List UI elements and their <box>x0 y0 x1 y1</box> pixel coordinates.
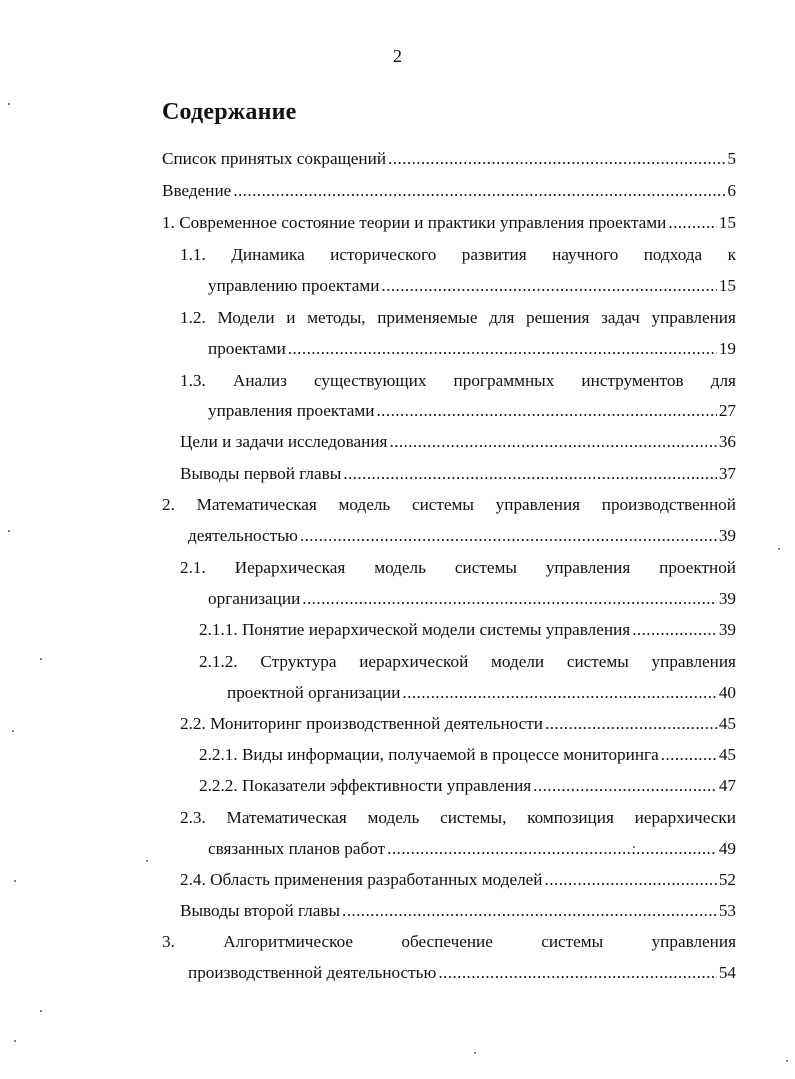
toc-entry-text: 2.1.1. Понятие иерархической модели системы управления <box>199 620 631 639</box>
toc-leader <box>661 743 717 767</box>
toc-entry-word: развития <box>461 245 527 264</box>
toc-entry-page: 45 <box>718 745 736 764</box>
toc-entry-word: для <box>489 308 515 327</box>
toc-entry-page: 39 <box>718 589 736 608</box>
toc-entry-page: 45 <box>718 714 736 733</box>
toc-entry-number: 2.1.2. <box>199 652 238 671</box>
toc-entry-text: Цели и задачи исследования <box>180 432 388 451</box>
toc-entry-continuation[interactable] <box>208 399 736 423</box>
toc-entry-continuation[interactable] <box>188 524 736 548</box>
toc-entry-text: управления проектами <box>208 401 375 420</box>
toc-entry-word: программных <box>453 371 555 390</box>
toc-entry-continuation[interactable] <box>188 961 736 985</box>
toc-entry-word: Динамика <box>231 245 305 264</box>
toc-entry-number: 1.1. <box>180 245 206 264</box>
toc-entry-number: 3. <box>162 932 175 951</box>
toc-entry[interactable] <box>180 243 736 267</box>
toc-entry-text: Список принятых сокращений <box>162 149 387 168</box>
toc-entry-continuation[interactable] <box>208 837 736 861</box>
toc-entry-page: 6 <box>727 181 736 200</box>
toc-entry-word: композиция <box>527 808 614 827</box>
toc-entry[interactable] <box>180 868 736 892</box>
toc-entry-continuation[interactable] <box>227 681 736 705</box>
toc-entry[interactable] <box>199 650 736 674</box>
toc-leader <box>381 274 716 298</box>
toc-entry-number: 1.3. <box>180 371 206 390</box>
toc-entry-page: 40 <box>718 683 736 702</box>
toc-leader <box>302 587 717 611</box>
toc-entry-continuation[interactable] <box>208 337 736 361</box>
toc-entry-text: Выводы первой главы <box>180 464 342 483</box>
toc-entry-word: управления <box>651 932 736 951</box>
toc-leader <box>343 462 717 486</box>
toc-leader <box>376 399 716 423</box>
toc-entry-text: Выводы второй главы <box>180 901 340 920</box>
toc-entry-page: 36 <box>718 432 736 451</box>
toc-entry-page: 15 <box>718 276 736 295</box>
toc-entry[interactable] <box>180 369 736 393</box>
toc-entry-text: управлению проектами <box>208 276 380 295</box>
toc-entry-word: Математическая <box>196 495 317 514</box>
toc-entry-page: 19 <box>718 339 736 358</box>
toc-entry-word: для <box>710 371 736 390</box>
toc-entry-page: 47 <box>718 776 736 795</box>
toc-entry-text: 2.4. Область применения разработанных моделей <box>180 870 543 889</box>
toc-leader <box>402 681 716 705</box>
toc-entry-word: Математическая <box>226 808 347 827</box>
toc-entry-word: и <box>286 308 296 327</box>
toc-entry-text: связанных планов работ <box>208 839 386 858</box>
toc-entry-continuation[interactable] <box>208 587 736 611</box>
toc-entry-word: инструментов <box>581 371 684 390</box>
toc-entry[interactable] <box>180 806 736 830</box>
toc-entry[interactable] <box>180 462 736 486</box>
toc-entry-word: системы <box>411 495 474 514</box>
toc-entry-word: исторического <box>330 245 437 264</box>
toc-entry-word: управления <box>495 495 581 514</box>
toc-entry-word: модель <box>374 558 426 577</box>
toc-entry-page: 39 <box>718 526 736 545</box>
toc-entry[interactable] <box>162 179 736 203</box>
toc-entry[interactable] <box>180 306 736 330</box>
toc-entry-word: управления <box>651 652 736 671</box>
toc-entry-text: 1. Современное состояние теории и практики управления проектами <box>162 213 667 232</box>
toc-entry-text: проектами <box>208 339 286 358</box>
toc-entry-text: организации <box>208 589 301 608</box>
toc-entry-page: 5 <box>727 149 736 168</box>
toc-leader <box>389 430 716 454</box>
toc-entry[interactable] <box>162 930 736 954</box>
toc-entry[interactable] <box>199 743 736 767</box>
toc-entry-number: 2.3. <box>180 808 206 827</box>
toc-leader <box>545 868 717 892</box>
toc-entry-word: модель <box>338 495 391 514</box>
toc-entry[interactable] <box>199 774 736 798</box>
toc-entry-word: методы, <box>307 308 366 327</box>
toc-entry-page: 39 <box>718 620 736 639</box>
toc-leader <box>668 211 716 235</box>
toc-leader <box>342 899 717 923</box>
toc-entry-word: Иерархическая <box>234 558 346 577</box>
toc-leader <box>233 179 725 203</box>
toc-entry-word: производственной <box>601 495 736 514</box>
toc-entry-word: к <box>727 245 736 264</box>
toc-entry-word: задач <box>601 308 640 327</box>
toc-entry-word: системы <box>454 558 517 577</box>
toc-entry-word: Модели <box>217 308 275 327</box>
toc-entry-text: производственной деятельностью <box>188 963 437 982</box>
toc-entry-text: деятельностью <box>188 526 298 545</box>
toc-entry-continuation[interactable] <box>208 274 736 298</box>
toc-entry-word: проектной <box>659 558 736 577</box>
toc-leader <box>533 774 717 798</box>
toc-entry-number: 2. <box>162 495 175 514</box>
toc-entry-page: 54 <box>718 963 736 982</box>
toc-leader <box>388 147 725 171</box>
toc-leader <box>387 837 717 861</box>
toc-entry-word: подхода <box>643 245 703 264</box>
toc-entry-word: системы <box>541 932 604 951</box>
toc-entry-text: 2.2. Мониторинг производственной деятельности <box>180 714 544 733</box>
toc-entry[interactable] <box>162 211 736 235</box>
toc-entry-text: 2.2.1. Виды информации, получаемой в процессе мониторинга <box>199 745 659 764</box>
toc-entry-word: системы, <box>440 808 507 827</box>
toc-entry-word: обеспечение <box>401 932 493 951</box>
toc-entry-word: управления <box>545 558 631 577</box>
toc-entry[interactable] <box>162 493 736 517</box>
toc-entry-word: Структура <box>260 652 337 671</box>
toc-leader <box>288 337 717 361</box>
toc-entry[interactable] <box>199 618 736 642</box>
toc-entry[interactable] <box>180 556 736 580</box>
toc-entry-word: применяемые <box>377 308 478 327</box>
toc-leader <box>438 961 716 985</box>
toc-entry-word: иерархической <box>359 652 469 671</box>
toc-entry-word: модели <box>490 652 545 671</box>
page-title: Содержание <box>162 99 297 125</box>
toc-entry-word: модель <box>367 808 420 827</box>
toc-entry-number: 1.2. <box>180 308 206 327</box>
toc-entry-number: 2.1. <box>180 558 206 577</box>
toc-leader <box>632 618 717 642</box>
toc-entry-page: 15 <box>718 213 736 232</box>
toc-entry-word: управления <box>651 308 736 327</box>
toc-entry-word: Анализ <box>232 371 287 390</box>
toc-entry-word: решения <box>526 308 590 327</box>
toc-entry-page: 27 <box>718 401 736 420</box>
page-number: 2 <box>393 46 402 66</box>
toc-entry-text: проектной организации <box>227 683 401 702</box>
toc-entry[interactable] <box>180 712 736 736</box>
toc-entry[interactable] <box>180 430 736 454</box>
toc-leader <box>300 524 717 548</box>
toc-entry-word: системы <box>566 652 629 671</box>
toc-entry-word: существующих <box>314 371 427 390</box>
toc-entry-word: Алгоритмическое <box>223 932 354 951</box>
toc-entry-word: научного <box>552 245 619 264</box>
toc-entry-page: 52 <box>718 870 736 889</box>
toc-entry-page: 49 <box>718 839 736 858</box>
toc-entry-word: иерархически <box>634 808 736 827</box>
toc-leader <box>545 712 717 736</box>
toc-entry-page: 37 <box>718 464 736 483</box>
toc-entry-page: 53 <box>718 901 736 920</box>
toc-entry-text: Введение <box>162 181 232 200</box>
toc-entry-text: 2.2.2. Показатели эффективности управления <box>199 776 532 795</box>
toc-entry[interactable] <box>180 899 736 923</box>
toc-entry[interactable] <box>162 147 736 171</box>
